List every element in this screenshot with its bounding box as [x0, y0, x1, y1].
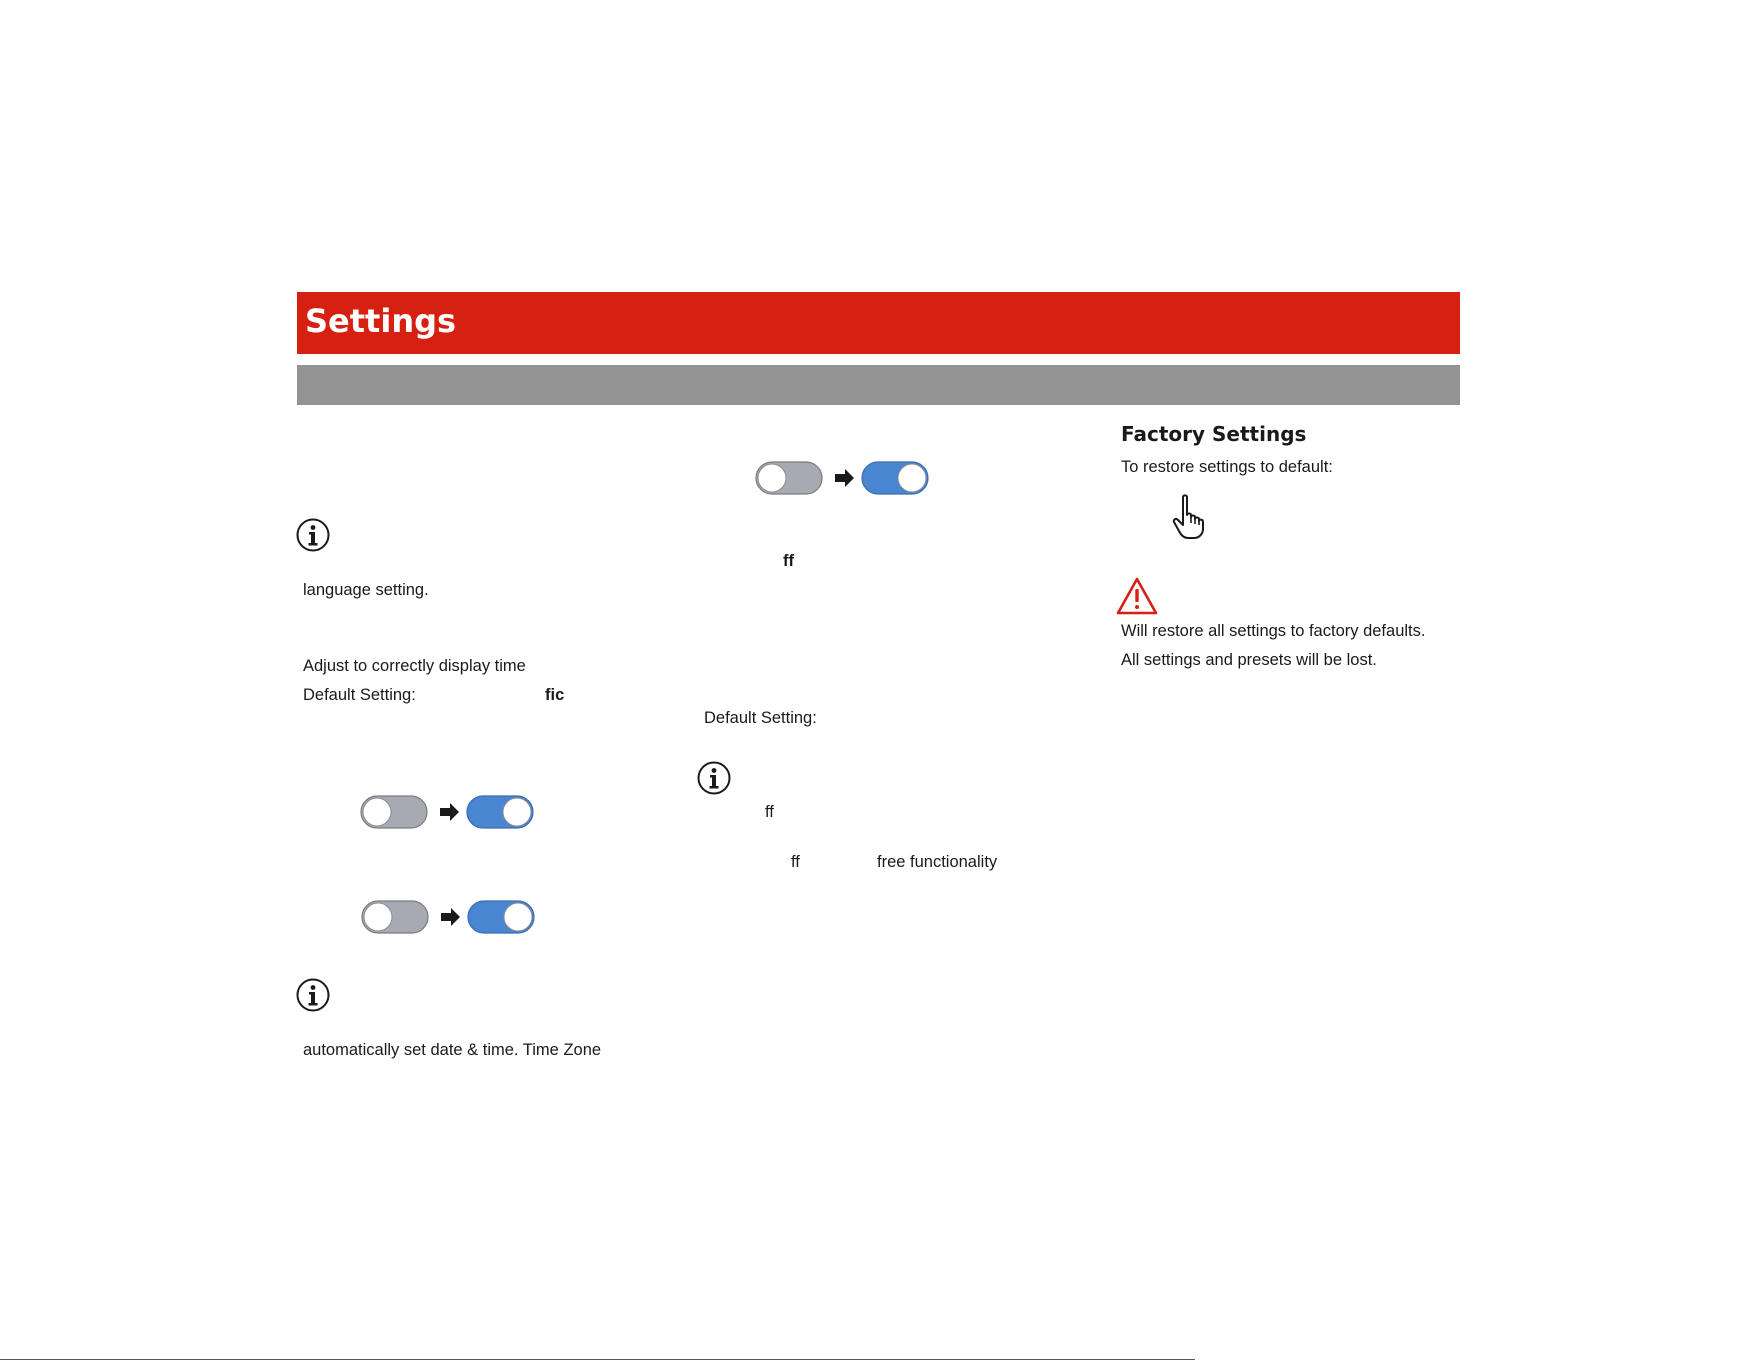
- page-title: Settings: [305, 302, 457, 340]
- warning-text-line2: All settings and presets will be lost.: [1121, 651, 1377, 669]
- ff-bold-fragment: ff: [783, 552, 794, 570]
- toggle-switch-auto-timezone[interactable]: [361, 900, 537, 936]
- restore-intro-text: To restore settings to default:: [1121, 458, 1333, 476]
- free-functionality-text: free functionality: [877, 853, 998, 871]
- warning-text-line1: Will restore all settings to factory defaults.: [1121, 622, 1426, 640]
- pointing-hand-icon: [1170, 493, 1210, 541]
- warning-icon: [1115, 576, 1159, 616]
- info-icon: [697, 761, 731, 795]
- default-setting-label: Default Setting:: [704, 709, 817, 727]
- language-note: language setting.: [303, 581, 429, 599]
- default-setting-value: fic: [545, 686, 565, 704]
- title-bar: [297, 292, 1460, 354]
- toggle-switch-top[interactable]: [755, 461, 931, 497]
- ff-inline-fragment: ff: [791, 853, 800, 871]
- toggle-switch-auto-time[interactable]: [360, 795, 536, 831]
- section-bar: [297, 365, 1460, 405]
- info-icon: [296, 518, 330, 552]
- adjust-time-text: Adjust to correctly display time: [303, 657, 526, 675]
- page-bottom-rule: [0, 1359, 1195, 1360]
- info-icon: [296, 978, 330, 1012]
- auto-date-time-text: automatically set date & time. Time Zone: [303, 1041, 602, 1059]
- ff-note-fragment: ff: [765, 803, 774, 821]
- factory-settings-heading: Factory Settings: [1121, 422, 1307, 446]
- default-setting-label: Default Setting:: [303, 686, 416, 704]
